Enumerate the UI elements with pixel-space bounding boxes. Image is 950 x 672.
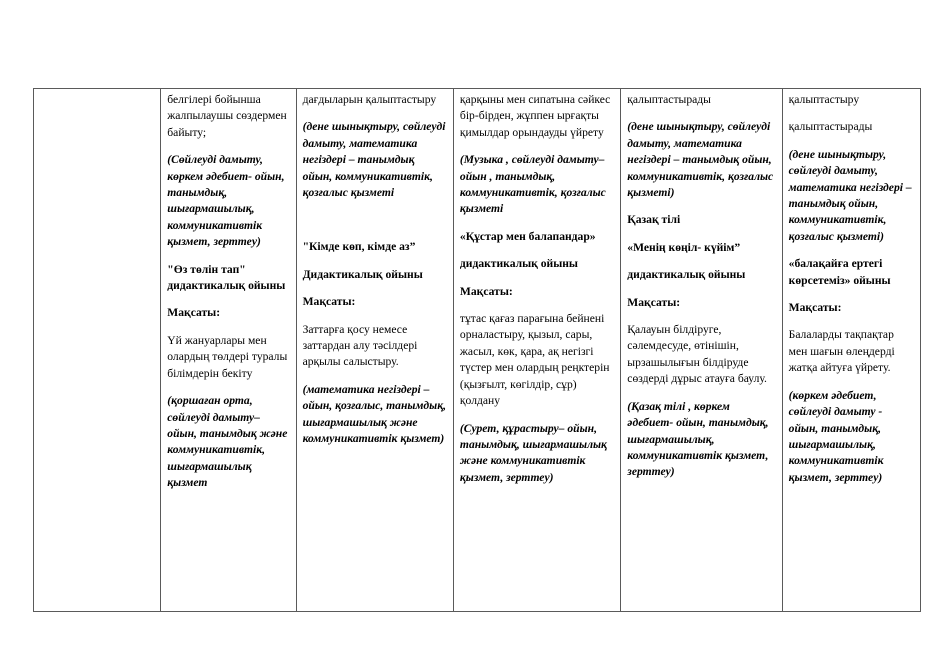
body-text: белгілері бойынша жалпылаушы сөздермен байыту; — [167, 93, 287, 139]
body-text: қалыптастырады — [788, 120, 873, 134]
activity-note: (математика негіздері – ойын, қозғалыс, танымдық, шығармашылық және коммуникативтік қызмет) — [302, 382, 446, 446]
bold-heading: «Менің көңіл- күйім” — [627, 240, 741, 254]
activity-plan-table — [33, 88, 921, 612]
table-cell-5 — [782, 89, 920, 612]
spacer — [303, 212, 447, 228]
activity-note: (Сурет, құрастыру– ойын, танымдық, шығармашылық және коммуникативтік қызмет, зерттеу) — [459, 421, 607, 484]
activity-note: (дене шынықтыру, сөйлеуді дамыту, математика негіздері – танымдық ойын, коммуникативтік, қозғалыс қызметі) — [788, 147, 912, 243]
body-text: Үй жануарлары мен олардың төлдері туралы білімдерін бекіту — [167, 333, 288, 380]
bold-heading: дидактикалық ойыны — [627, 268, 746, 282]
bold-heading: Мақсаты: — [788, 301, 842, 315]
bold-heading: "Кімде көп, кімде аз” — [302, 240, 416, 254]
table-cell-4 — [621, 89, 782, 612]
table-row — [34, 89, 921, 612]
table-cell-1 — [161, 89, 296, 612]
activity-note: (Музыка , сөйлеуді дамыту– ойын , танымдық, коммуникативтік, қозғалыс қызметі — [459, 153, 606, 216]
bold-heading: «балақайға ертегі көрсетеміз» ойыны — [788, 257, 891, 287]
activity-note: (дене шынықтыру, сөйлеуді дамыту, математика негіздері – танымдық ойын, коммуникативтік, қозғалыс қызметі — [302, 120, 446, 200]
table-cell-3 — [453, 89, 620, 612]
body-text: қалыптастыру — [788, 93, 860, 106]
bold-heading: «Құстар мен балапандар» — [459, 229, 596, 243]
bold-heading: Мақсаты: — [167, 306, 221, 320]
activity-note: (Сөйлеудi дамыту, көркем әдебиет- ойын, танымдық, шығармашылық, коммуникативтік қызмет, зерттеу) — [167, 153, 285, 249]
bold-heading: "Өз төлін тап" дидактикалық ойыны — [167, 262, 286, 293]
activity-note: (қоршаған орта, сөйлеуді дамыту– ойын, танымдық және коммуникативтік, шығармашылық қызмет — [167, 394, 288, 490]
body-text: қалыптастырады — [627, 93, 711, 106]
body-text: Қалауын білдіруге, сәлемдесуде, өтінішін, ырзашылығын білдіруде сөздерді дұрыс атауға баулу. — [627, 323, 767, 386]
bold-heading: Мақсаты: — [459, 284, 513, 298]
bold-heading: Мақсаты: — [302, 295, 356, 309]
bold-heading: дидактикалық ойыны — [459, 257, 578, 271]
bold-heading: Дидактикалық ойыны — [302, 267, 423, 281]
activity-note: (дене шынықтыру, сөйлеуді дамыту, математика негіздері – танымдық ойын, коммуникативтік, қозғалыс қызметі) — [627, 120, 774, 200]
bold-heading: Қазақ тілі — [627, 213, 681, 227]
body-text: Балаларды тақпақтар мен шағын өлеңдерді жатқа айтуға үйрету. — [788, 328, 895, 375]
body-text: қарқыны мен сипатына сәйкес бір-бірден, жұппен ырғақты қимылдар орындауды үйрету — [459, 93, 611, 139]
body-text: Заттарға қосу немесе заттардан алу тәсілдері арқылы салыстыру. — [302, 322, 418, 369]
activity-note: (көркем әдебиет, сөйлеуді дамыту - ойын, танымдық, шығармашылық, коммуникативтік қызмет, зерттеу) — [788, 388, 884, 484]
body-text: дағдыларын қалыптастыру — [302, 93, 437, 106]
table-cell-2 — [296, 89, 453, 612]
activity-note: (Қазақ тілі , көркем әдебиет- ойын, танымдық, шығармашылық, коммуникативтік қызмет, зерттеу) — [627, 399, 769, 479]
table-cell-0 — [34, 89, 161, 612]
body-text: тұтас қағаз парағына бейнені орналастыру, қызыл, сары, жасыл, көк, қара, ақ негізгі түстер мен олардың реңктерін (қызғылт, көгілдір, сұр) қолдану — [459, 312, 610, 408]
bold-heading: Мақсаты: — [627, 295, 681, 309]
